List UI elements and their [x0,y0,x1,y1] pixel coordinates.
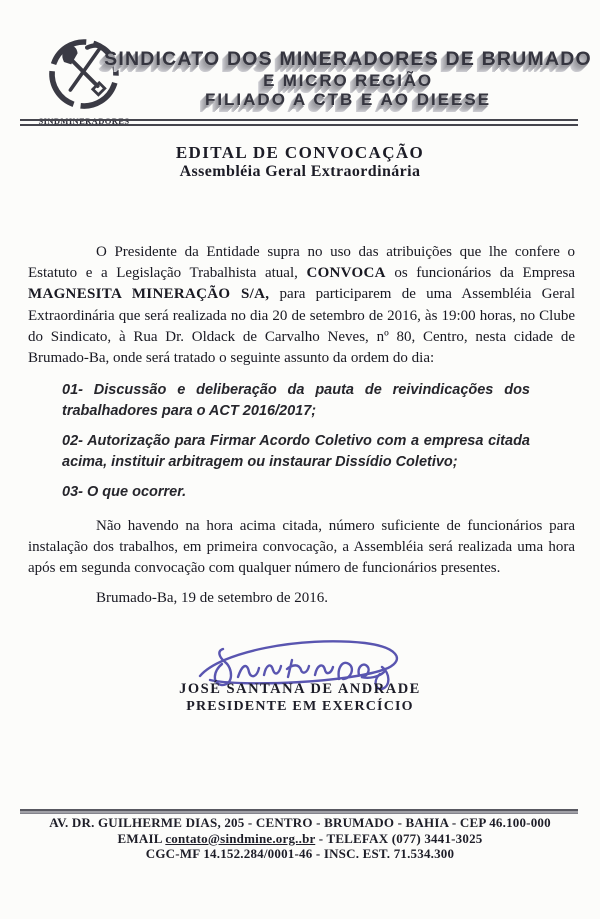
footer-registration: CGC-MF 14.152.284/0001-46 - INSC. EST. 71.534.300 [145,846,455,861]
agenda-item-2: 02- Autorização para Firmar Acordo Coletivo com a empresa citada acima, instituir arbitragem ou instaurar Dissídio Coletivo; [62,433,530,470]
footer-block [0,815,600,862]
company-name-emphasis: MAGNESITA MINERAÇÃO S/A, [28,286,270,303]
opening-paragraph [28,242,575,369]
header-divider [20,119,578,126]
footer-divider [20,809,578,814]
letterhead-title [104,48,592,109]
document-subtitle: Assembléia Geral Extraordinária [179,163,421,180]
footer-contact [0,831,600,847]
paragraph1-text: O Presidente da Entidade supra no uso das atribuições que lhe confere o Estatuto e a Legislação Trabalhista atual, [28,244,575,282]
agenda-item-1: 01- Discussão e deliberação da pauta de reivindicações dos trabalhadores para o ACT 2016/2017; [62,382,530,419]
signer-name: JOSÉ SANTANA DE ANDRADE [179,681,421,697]
paragraph1-text: os funcionários da Empresa [385,265,576,282]
letterhead-line-2: E MICRO REGIÃO [263,71,433,90]
footer-address: AV. DR. GUILHERME DIAS, 205 - CENTRO - BRUMADO - BAHIA - CEP 46.100-000 [49,815,551,830]
closing-paragraph: Não havendo na hora acima citada, número suficiente de funcionários para instalação dos trabalhos, em primeira convocação, a Assembléia será realizada uma hora após em segunda convocação com qualquer número de funcionários presentes. [28,518,575,577]
document-title: EDITAL DE CONVOCAÇÃO [175,143,425,162]
footer-email-label: EMAIL [117,830,166,846]
letterhead-line-3: FILIADO A CTB E AO DIEESE [204,90,492,109]
paragraph1-text: para participarem de uma Assembléia Geral Extraordinária que será realizada no dia 20 de setembro de 2016, às 19:00 horas, no Clube do Sindicato, à Rua Dr. Oldack de Carvalho Neves, nº 80, Centro, nesta cidade de Brumado-Ba, onde será tratado o seguinte assunto da ordem do dia: [28,286,575,367]
signer-role: PRESIDENTE EM EXERCÍCIO [186,699,414,714]
letterhead-line-1: SINDICATO DOS MINERADORES DE BRUMADO [104,48,592,70]
date-line: Brumado-Ba, 19 de setembro de 2016. [96,590,329,606]
footer-email: contato@sindmine.org..br [165,830,316,846]
agenda-item-3: 03- O que ocorrer. [62,484,187,500]
convoca-emphasis: CONVOCA [306,265,386,282]
agenda-list [62,380,530,512]
footer-telefax: - TELEFAX (077) 3441-3025 [315,830,483,846]
union-logo-label: SINDMINERADORES [38,116,130,126]
